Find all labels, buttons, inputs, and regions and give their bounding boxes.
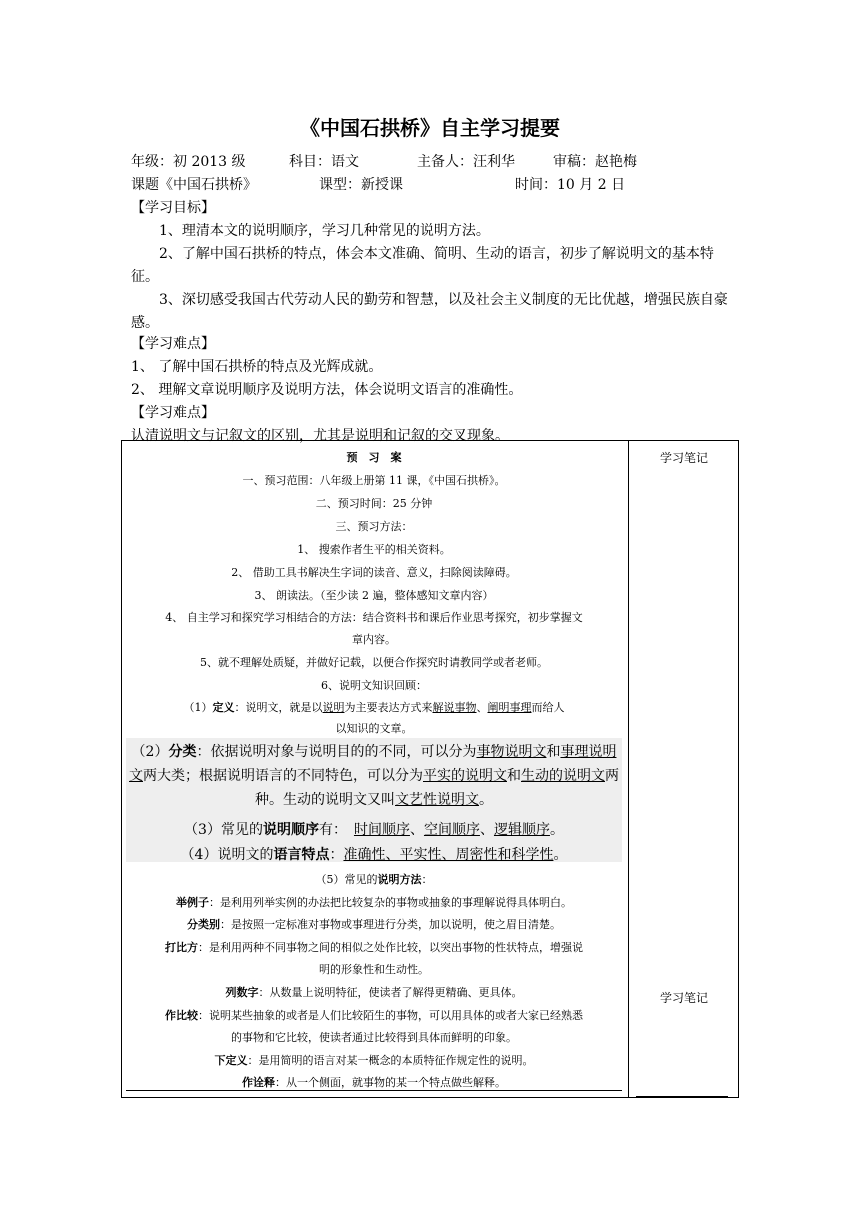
- table-divider: [628, 440, 629, 1098]
- ord-sep-2: 、: [479, 822, 494, 838]
- ord-key-1: 时间顺序: [353, 822, 410, 838]
- ord-end: 。: [549, 822, 564, 838]
- meta-reviewer: 审稿：赵艳梅: [553, 154, 637, 170]
- def-sep: 、: [476, 701, 488, 714]
- meta-topic: 课题《中国石拱桥》: [131, 177, 257, 193]
- notes-label-bottom: 学习笔记: [659, 991, 708, 1005]
- methods-heading: [126, 869, 622, 890]
- lang-text: （4）说明文的: [180, 847, 274, 863]
- doc-title: 《中国石拱桥》自主学习提要: [300, 116, 560, 140]
- method-analogy: [126, 937, 622, 958]
- classification-block: [126, 740, 622, 812]
- def-key-3: 阐明事理: [487, 701, 532, 714]
- lang-colon: ：: [329, 847, 344, 863]
- lang-key: 准确性、平实性、周密性和科学性: [343, 847, 554, 863]
- goal-1: 1、理清本文的说明顺序，学习几种常见的说明方法。: [159, 223, 490, 239]
- cls-key-2: 事理说明文: [129, 744, 617, 784]
- m2-text: ：是按照一定标准对事物或事理进行分类，加以说明，使之眉目清楚。: [220, 918, 561, 931]
- difficulty-1: 1、 了解中国石拱桥的特点及光辉成就。: [131, 359, 383, 375]
- ord-text-2: 有：: [318, 822, 354, 838]
- m7-term: 作诠释: [242, 1076, 275, 1089]
- method-analogy-2: 明的形象性和生动性。: [319, 963, 429, 976]
- ord-term: 说明顺序: [262, 822, 319, 838]
- goal-2: 2、了解中国石拱桥的特点，体会本文准确、简明、生动的语言，初步了解说明文的基本特征。: [131, 246, 714, 285]
- m5-term: 作比较: [165, 1009, 198, 1022]
- method-compare: [126, 1005, 622, 1026]
- cls-text-2: 两大类；根据说明语言的不同特色，可以分为: [143, 768, 423, 784]
- method-4b: 章内容。: [352, 633, 396, 646]
- language-line: [126, 843, 622, 867]
- cls-end: 。: [479, 792, 493, 808]
- m6-text: ：是用简明的语言对某一概念的本质特征作规定性的说明。: [247, 1054, 534, 1067]
- cls-key-4: 生动的说明文: [521, 768, 605, 784]
- method-4a: 4、 自主学习和探究学习相结合的方法：结合资料书和课后作业思考探究，初步掌握文: [165, 611, 583, 624]
- methods-text: （5）常见的: [315, 873, 378, 886]
- methods-term: 说明方法: [377, 873, 422, 886]
- cls-key-3b: 文: [493, 768, 507, 784]
- m1-text: ：是利用列举实例的办法把比较复杂的事物或抽象的事理解说得具体明白。: [209, 896, 572, 909]
- def-key-2: 解说事物: [432, 701, 477, 714]
- cls-key-3: 平实的说明: [423, 768, 493, 784]
- meta-row-1: [131, 152, 637, 172]
- meta-subject: 科目：语文: [289, 154, 359, 170]
- lang-end: 。: [553, 847, 568, 863]
- def-key-1: 说明: [322, 701, 345, 714]
- methods-colon: ：: [421, 873, 433, 886]
- cls-key-5: 文艺性说明文: [395, 792, 479, 808]
- m3-text: ：是利用两种不同事物之间的相似之处作比较，以突出事物的性状特点，增强说: [198, 941, 583, 954]
- method-define: [126, 1050, 622, 1071]
- meta-time: 时间：10 月 2 日: [515, 177, 626, 193]
- m6-term: 下定义: [214, 1054, 248, 1067]
- cls-term: 分类: [168, 744, 197, 760]
- goals-heading: 【学习目标】: [131, 200, 215, 216]
- m2-term: 分类别: [187, 918, 220, 931]
- m4-text: ：从数量上说明特征，使读者了解得更精确、更具体。: [258, 986, 523, 999]
- def-text: ：说明文，就是以: [234, 701, 323, 714]
- ord-text: （3）常见的: [184, 822, 263, 838]
- lang-term: 语言特点: [273, 847, 330, 863]
- meta-row-2: [131, 175, 625, 195]
- m4-term: 列数字: [225, 986, 259, 999]
- cls-text: ：依据说明对象与说明目的的不同，可以分为: [196, 744, 477, 760]
- method-3: 3、 朗读法。（至少读 2 遍，整体感知文章内容）: [254, 589, 494, 602]
- meta-type: 课型：新授课: [319, 177, 403, 193]
- method-compare-2: 的事物和它比较，使读者通过比较得到具体而鲜明的印象。: [231, 1031, 517, 1044]
- def-text-3: 而给人: [531, 701, 565, 714]
- m1-term: 举例子: [176, 896, 209, 909]
- m7-text: ：从一个侧面，就事物的某一个特点做些解释。: [275, 1076, 506, 1089]
- method-example: [126, 892, 622, 913]
- def-num: （1）: [183, 701, 213, 714]
- method-5: 5、就不理解处质疑，并做好记载，以便合作探究时请教同学或者老师。: [200, 656, 548, 669]
- ord-key-3: 逻辑顺序: [493, 822, 550, 838]
- ord-sep-1: 、: [409, 822, 424, 838]
- preview-heading: 预 习 案: [346, 451, 402, 464]
- ord-key-2: 空间顺序: [423, 822, 480, 838]
- cls-and-2: 和: [507, 768, 521, 784]
- difficulty-heading: 【学习难点】: [131, 336, 215, 352]
- method-1: 1、 搜索作者生平的相关资料。: [297, 543, 451, 556]
- method-numbers: [126, 982, 622, 1003]
- meta-preparer: 主备人：汪利华: [417, 154, 515, 170]
- notes-label-top: 学习笔记: [659, 451, 708, 465]
- definition-line-2: 以知识的文章。: [335, 722, 413, 735]
- difficulty-2: 2、 理解文章说明顺序及说明方法，体会说明文语言的准确性。: [131, 382, 523, 398]
- knowledge-review: 6、说明文知识回顾：: [321, 679, 427, 692]
- meta-grade: 年级：初 2013 级: [131, 154, 246, 170]
- def-text-2: 为主要表达方式来: [344, 701, 433, 714]
- preview-time: 二、预习时间：25 分钟: [315, 497, 433, 510]
- cls-and: 和: [546, 744, 561, 760]
- def-term: 定义: [212, 701, 235, 714]
- m3-term: 打比方: [165, 941, 198, 954]
- m5-text: ：说明某些抽象的或者是人们比较陌生的事物，可以用具体的或者大家已经熟悉: [198, 1009, 583, 1022]
- difficulty-heading-2: 【学习难点】: [131, 405, 215, 421]
- cell-bottom-rule: [126, 1090, 622, 1091]
- method-2: 2、 借助工具书解决生字词的读音、意义，扫除阅读障碍。: [231, 566, 517, 579]
- preview-method: 三、预习方法：: [335, 520, 413, 533]
- preview-scope: 一、预习范围：八年级上册第 11 课，《中国石拱桥》。: [242, 474, 506, 487]
- definition-line: [126, 697, 622, 718]
- order-line: [126, 818, 622, 842]
- cls-num: （2）: [131, 744, 169, 760]
- cls-text-3: 两种。生动的说明文又叫: [255, 768, 619, 808]
- difficulty-3: 认清说明文与记叙文的区别，尤其是说明和记叙的交叉现象。: [131, 428, 509, 444]
- method-classify: [126, 914, 622, 935]
- notes-rule: [636, 1096, 728, 1097]
- goal-3: 3、深切感受我国古代劳动人民的勤劳和智慧，以及社会主义制度的无比优越，增强民族自豪感。: [131, 292, 728, 331]
- cls-key-1: 事物说明文: [476, 744, 547, 760]
